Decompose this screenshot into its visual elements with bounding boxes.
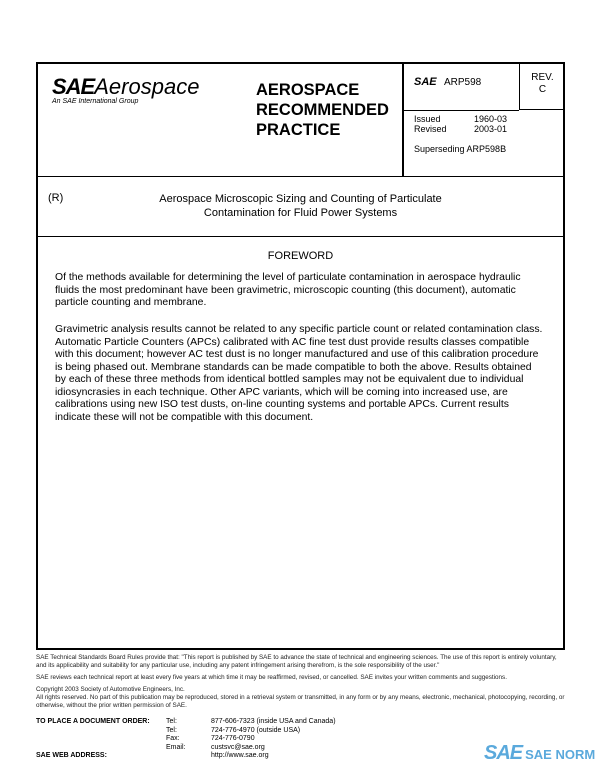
document-frame bbox=[36, 62, 565, 650]
standards-rules: SAE Technical Standards Board Rules provide that: "This report is published by SAE to advance the state of technical and engineering sciences. The use of this report is entirely voluntary, and its applicability and suitability for any particular use, including any patent infringement arising therefrom, is the sole responsibility of the user." bbox=[36, 654, 557, 669]
sae-mark: SAE bbox=[414, 76, 437, 88]
tel-label: Tel: bbox=[166, 726, 177, 734]
order-label: TO PLACE A DOCUMENT ORDER: bbox=[36, 718, 150, 725]
fax-label: Fax: bbox=[166, 735, 180, 742]
rev-label: REV. bbox=[531, 72, 554, 83]
tel-value: 877-606-7323 (inside USA and Canada) bbox=[211, 718, 336, 725]
document-type bbox=[256, 80, 389, 140]
foreword-heading: FOREWORD bbox=[267, 250, 334, 262]
doc-type-line: RECOMMENDED bbox=[256, 101, 389, 119]
document-number bbox=[404, 64, 519, 111]
title-line: Contamination for Fluid Power Systems bbox=[203, 207, 398, 219]
watermark-text: SAE NORM bbox=[525, 747, 596, 762]
fax-value: 724-776-0790 bbox=[211, 735, 255, 742]
web-label: SAE WEB ADDRESS: bbox=[36, 752, 107, 759]
email-label: Email: bbox=[166, 743, 186, 751]
dates bbox=[414, 114, 534, 134]
revision-marker: (R) bbox=[48, 192, 64, 204]
tel-value: 724-776-4970 (outside USA) bbox=[211, 726, 301, 734]
rev-value: C bbox=[538, 84, 547, 95]
sae-norm-watermark bbox=[484, 742, 595, 765]
issued-label: Issued bbox=[414, 114, 441, 124]
sae-aerospace-logo bbox=[52, 74, 199, 105]
document-header bbox=[38, 64, 563, 177]
doc-number-text: ARP598 bbox=[444, 77, 482, 88]
revised-value: 2003-01 bbox=[474, 124, 508, 134]
doc-type-line: PRACTICE bbox=[256, 121, 341, 139]
issued-value: 1960-03 bbox=[474, 114, 508, 124]
logo-aerospace: Aerospace bbox=[94, 74, 200, 99]
superseding: Superseding ARP598B bbox=[414, 144, 507, 154]
email-link[interactable]: custsvc@sae.org bbox=[211, 743, 265, 751]
doc-type-line: AEROSPACE bbox=[256, 81, 360, 99]
document-title bbox=[38, 192, 563, 220]
watermark-logo: SAE bbox=[484, 742, 523, 764]
rights-notice: All rights reserved. No part of this publication may be reproduced, stored in a retrieval system or transmitted, in any form or by any means, electronic, mechanical, photocopying, recording, or otherwise, without the prior written permission of SAE. bbox=[36, 694, 565, 709]
logo-sae: SAE bbox=[52, 74, 95, 99]
revision-box bbox=[519, 64, 565, 110]
revised-label: Revised bbox=[414, 124, 447, 134]
copyright: Copyright 2003 Society of Automotive Engineers, Inc. bbox=[36, 686, 185, 693]
review-notice: SAE reviews each technical report at least every five years at which time it may be reaffirmed, revised, or cancelled. SAE invites your written comments and suggestions. bbox=[36, 674, 507, 681]
foreword-paragraph: Of the methods available for determining the level of particulate contamination in aerospace hydraulic fluids the most predominant have been gravimetric, microscopic counting (this document), automatic particle counting and membrane. bbox=[55, 272, 521, 308]
tel-label: Tel: bbox=[166, 718, 177, 725]
title-row bbox=[38, 176, 563, 237]
document-meta bbox=[402, 64, 565, 176]
web-link[interactable]: http://www.sae.org bbox=[211, 752, 269, 759]
logo-group: An SAE International Group bbox=[52, 98, 139, 105]
foreword-paragraph: Gravimetric analysis results cannot be related to any specific particle count or related contamination class. Automatic Particle Counters (APCs) calibrated with AC fine test dust provide results classes compatible with this document; however AC test dust is no longer manufactured and use of this calibration procedure is being phased out. Membrane standards can be made compatible to both the above. Results obtained by each of these three methods from identical bottled samples may not be equivalent due to individual idiosyncrasies in each technique. Other APC variants, which will be coming into increased use, are calibrations using new ISO test dusts, on-line counting systems and portable APCs. Current results indicate these will not be compatible with this document. bbox=[55, 324, 543, 423]
title-line: Aerospace Microscopic Sizing and Counting of Particulate bbox=[159, 193, 442, 205]
